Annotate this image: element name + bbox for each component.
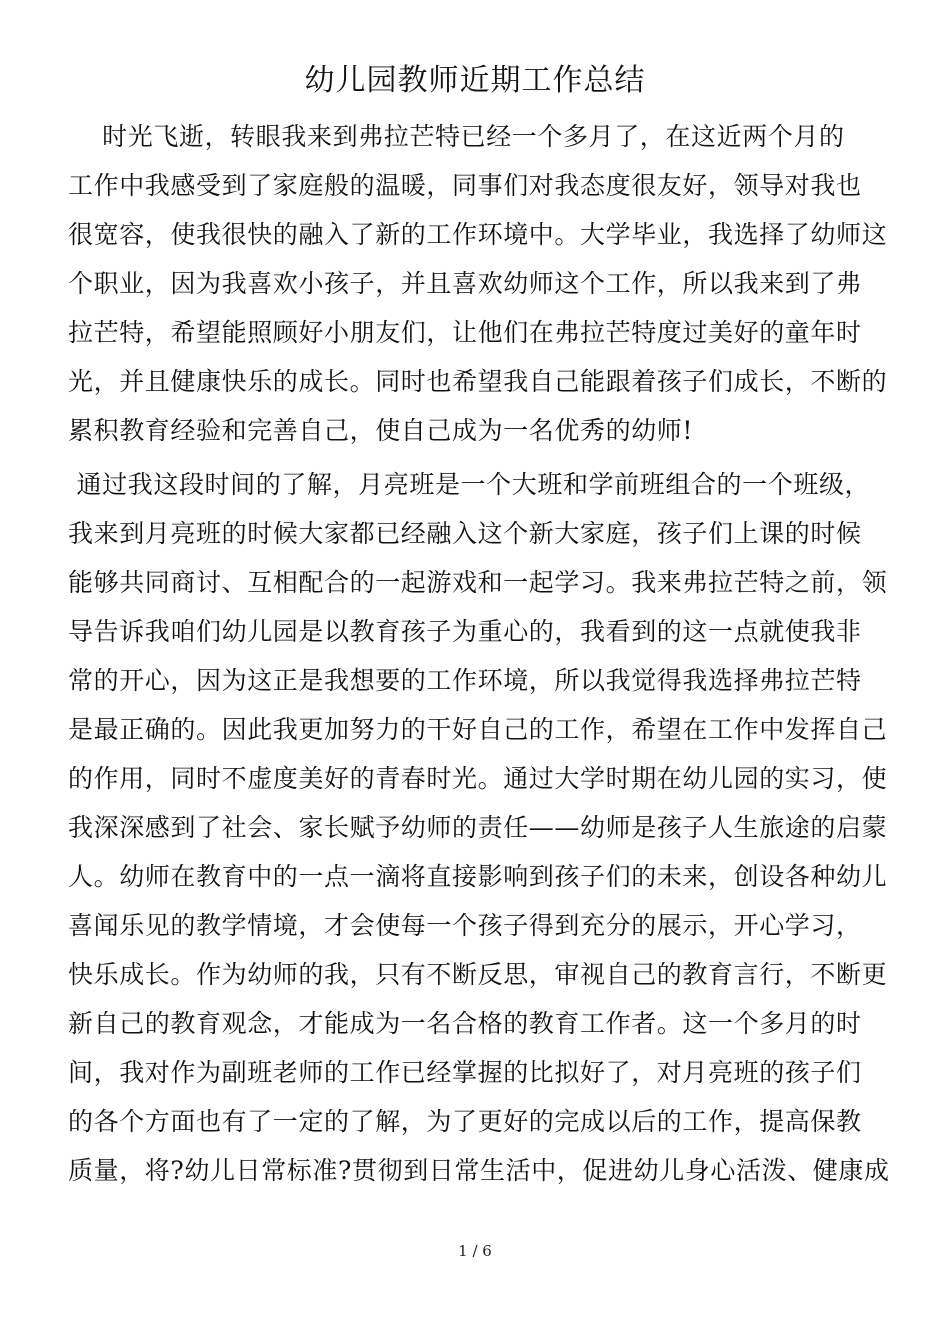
body-line: 时光飞逝，转眼我来到弗拉芒特已经一个多月了，在这近两个月的 [68, 122, 845, 151]
body-line: 间，我对作为副班老师的工作已经掌握的比拟好了，对月亮班的孩子们 [68, 1058, 862, 1087]
body-line: 我深深感到了社会、家长赋予幼师的责任——幼师是孩子人生旅途的启蒙 [68, 813, 888, 842]
body-line: 质量，将?幼儿日常标准?贯彻到日常生活中，促进幼儿身心活泼、健康成 [68, 1156, 890, 1185]
body-line: 通过我这段时间的了解，月亮班是一个大班和学前班组合的一个班级， [68, 470, 871, 499]
body-line: 累积教育经验和完善自己，使自己成为一名优秀的幼师! [68, 416, 694, 445]
body-line: 是最正确的。因此我更加努力的干好自己的工作，希望在工作中发挥自己 [68, 715, 888, 744]
body-line: 新自己的教育观念，才能成为一名合格的教育工作者。这一个多月的时 [68, 1009, 862, 1038]
document-title: 幼儿园教师近期工作总结 [304, 63, 646, 98]
body-line: 快乐成长。作为幼师的我，只有不断反思，审视自己的教育言行，不断更 [68, 960, 888, 989]
body-line: 工作中我感受到了家庭般的温暖，同事们对我态度很友好，领导对我也 [68, 171, 862, 200]
body-line: 能够共同商讨、互相配合的一起游戏和一起学习。我来弗拉芒特之前，领 [68, 568, 888, 597]
body-line: 喜闻乐见的教学情境，才会使每一个孩子得到充分的展示，开心学习， [68, 911, 862, 940]
body-line: 人。幼师在教育中的一点一滴将直接影响到孩子们的未来，创设各种幼儿 [68, 862, 888, 891]
body-line: 个职业，因为我喜欢小孩子，并且喜欢幼师这个工作，所以我来到了弗 [68, 269, 862, 298]
body-line: 很宽容，使我很快的融入了新的工作环境中。大学毕业，我选择了幼师这 [68, 220, 888, 249]
body-line: 拉芒特，希望能照顾好小朋友们，让他们在弗拉芒特度过美好的童年时 [68, 318, 862, 347]
body-line: 的各个方面也有了一定的了解，为了更好的完成以后的工作，提高保教 [68, 1107, 862, 1136]
body-line: 的作用，同时不虚度美好的青春时光。通过大学时期在幼儿园的实习，使 [68, 764, 888, 793]
body-line: 光，并且健康快乐的成长。同时也希望我自己能跟着孩子们成长，不断的 [68, 367, 888, 396]
page-number: 1 / 6 [458, 1242, 492, 1260]
body-line: 导告诉我咱们幼儿园是以教育孩子为重心的，我看到的这一点就使我非 [68, 617, 862, 646]
body-line: 常的开心，因为这正是我想要的工作环境，所以我觉得我选择弗拉芒特 [68, 666, 862, 695]
body-line: 我来到月亮班的时候大家都已经融入这个新大家庭，孩子们上课的时候 [68, 519, 862, 548]
